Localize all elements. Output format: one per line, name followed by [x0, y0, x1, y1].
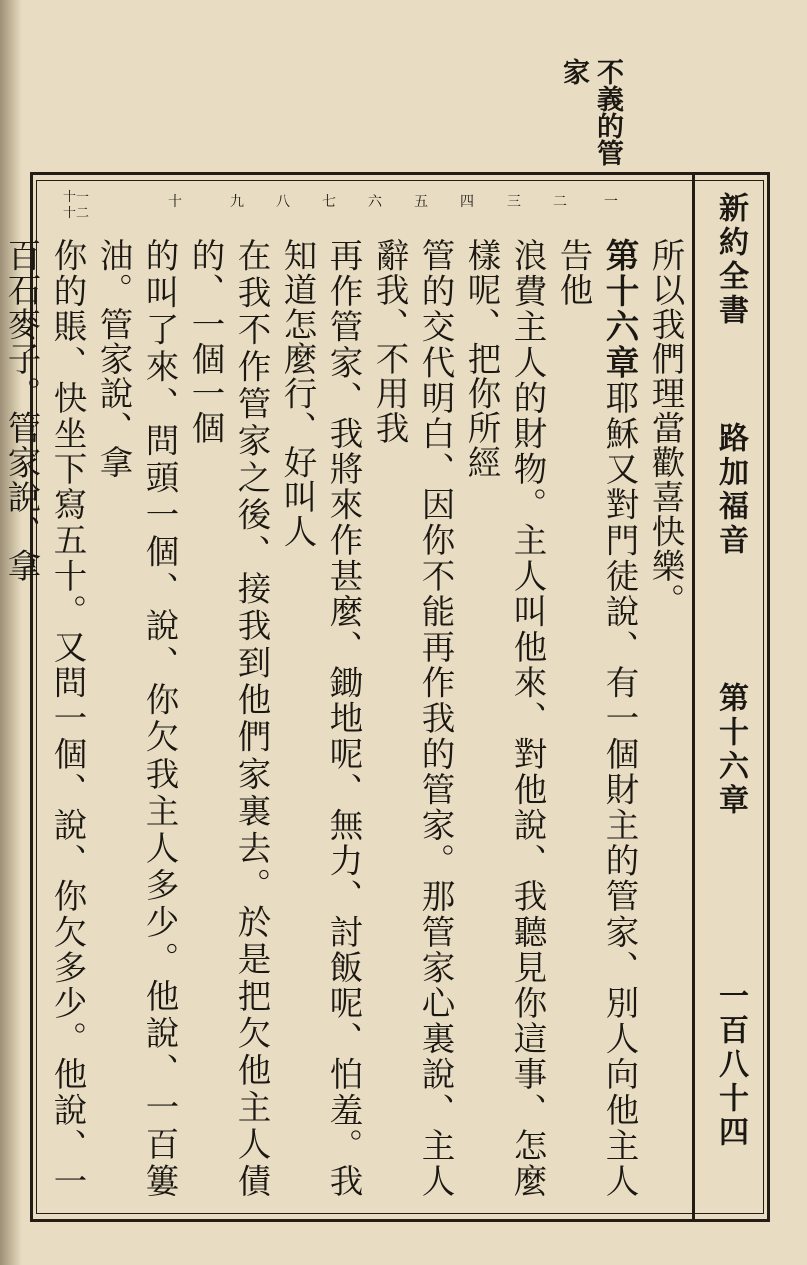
verse-number: 九	[230, 194, 244, 210]
text-line: 你的賬、快坐下寫五十。又問一個、說、你欠多少。他說、一百石麥子。管家說、拿	[2, 238, 87, 1198]
verse-number: 十二	[62, 206, 89, 221]
verse-number: 八	[276, 194, 290, 210]
show-through-text	[490, 58, 520, 188]
verse-number: 四	[460, 194, 474, 210]
running-head-book: 新約全書	[713, 192, 748, 328]
text-line-rest: 耶穌又對門徒說、有一個財主的管家、別人向他主人告他	[554, 238, 639, 1199]
show-through-text	[455, 58, 485, 188]
text-line: 在我不作管家之後、接我到他們家裏去。於是把欠他主人債的、一個一個	[186, 238, 271, 1198]
text-line	[550, 238, 642, 1198]
running-head-gospel: 路加福音	[713, 422, 748, 558]
page-number: 一百八十四	[713, 980, 748, 1150]
running-head-chapter: 第十六章	[713, 682, 748, 818]
show-through-text	[298, 58, 328, 188]
verse-number: 五	[414, 194, 428, 210]
verse-number: 一	[604, 194, 618, 210]
text-line: 浪費主人的財物。主人叫他來、對他說、我聽見你這事、怎麼樣呢、把你所經	[462, 238, 547, 1198]
verse-number: 十	[168, 194, 182, 210]
text-line: 所以我們理當歡喜快樂。	[646, 238, 685, 618]
verse-number-row	[44, 190, 686, 228]
text-line: 的叫了來、問頭一個、說、你欠我主人多少。他說、一百簍油。管家說、拿	[94, 238, 179, 1198]
text-line: 再作管家、我將來作甚麼、鋤地呢、無力、討飯呢、怕羞。我知道怎麼行、好叫人	[278, 238, 363, 1198]
text-line: 管的交代明白、因你不能再作我的管家。那管家心裏說、主人辭我、不用我	[370, 238, 455, 1198]
running-head	[700, 185, 760, 1210]
verse-number: 六	[368, 194, 382, 210]
verse-number: 十一	[62, 190, 89, 205]
top-margin-note: 不義的管家	[558, 58, 623, 166]
chapter-title: 第十六章	[600, 238, 639, 381]
verse-number: 二	[553, 194, 567, 210]
verse-number: 七	[322, 194, 336, 210]
scripture-text	[2, 238, 688, 1199]
verse-number: 三	[507, 194, 521, 210]
header-divider	[692, 172, 695, 1222]
